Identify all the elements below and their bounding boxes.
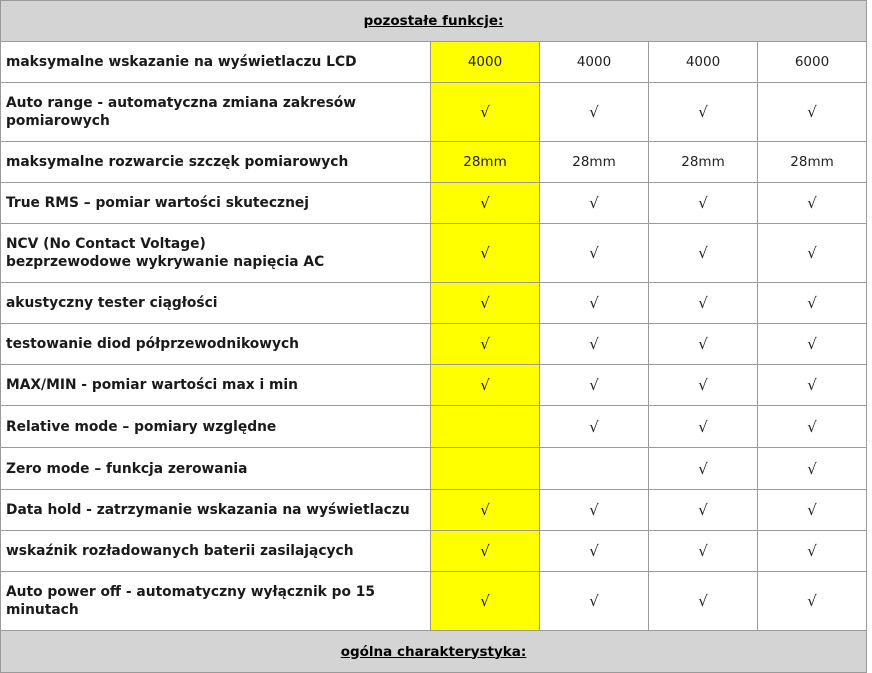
check-cell: √	[758, 531, 867, 572]
check-cell: √	[758, 490, 867, 531]
check-cell: √	[649, 531, 758, 572]
check-cell: √	[540, 531, 649, 572]
check-cell-highlighted: √	[431, 183, 540, 224]
check-cell: √	[649, 224, 758, 283]
row-label: testowanie diod półprzewodnikowych	[1, 324, 431, 365]
footer-header: ogólna charakterystyka:	[1, 631, 867, 673]
check-cell: √	[540, 224, 649, 283]
value-cell: 4000	[649, 42, 758, 83]
value-cell: 28mm	[540, 142, 649, 183]
table-row	[1, 572, 867, 631]
check-cell: √	[540, 572, 649, 631]
row-label-line: NCV (No Contact Voltage)	[6, 236, 206, 252]
check-cell: √	[758, 283, 867, 324]
check-cell	[540, 448, 649, 490]
check-cell: √	[758, 224, 867, 283]
row-label-line: bezprzewodowe wykrywanie napięcia AC	[6, 254, 325, 270]
check-cell: √	[649, 365, 758, 406]
table-row	[1, 83, 867, 142]
check-cell: √	[649, 183, 758, 224]
table-row	[1, 448, 867, 490]
table-row	[1, 490, 867, 531]
row-label: wskaźnik rozładowanych baterii zasilających	[1, 531, 431, 572]
check-cell: √	[649, 83, 758, 142]
check-cell: √	[540, 324, 649, 365]
check-cell-highlighted: √	[431, 490, 540, 531]
row-label: Zero mode – funkcja zerowania	[1, 448, 431, 490]
table-row	[1, 42, 867, 83]
check-cell: √	[758, 448, 867, 490]
check-cell: √	[758, 83, 867, 142]
check-cell: √	[540, 490, 649, 531]
row-label: Auto range - automatyczna zmiana zakresów pomiarowych	[1, 83, 431, 142]
value-cell: 6000	[758, 42, 867, 83]
value-cell: 4000	[540, 42, 649, 83]
row-label: True RMS – pomiar wartości skutecznej	[1, 183, 431, 224]
check-cell-highlighted: √	[431, 283, 540, 324]
table-row	[1, 324, 867, 365]
check-cell: √	[540, 83, 649, 142]
row-label: maksymalne wskazanie na wyświetlaczu LCD	[1, 42, 431, 83]
check-cell: √	[758, 324, 867, 365]
check-cell-highlighted	[431, 448, 540, 490]
check-cell: √	[649, 283, 758, 324]
check-cell: √	[649, 406, 758, 448]
table-row	[1, 183, 867, 224]
section-header: pozostałe funkcje:	[1, 1, 867, 42]
check-cell: √	[758, 365, 867, 406]
row-label: MAX/MIN - pomiar wartości max i min	[1, 365, 431, 406]
table-row	[1, 142, 867, 183]
check-cell: √	[540, 365, 649, 406]
check-cell-highlighted: √	[431, 572, 540, 631]
check-cell: √	[540, 406, 649, 448]
check-cell: √	[649, 448, 758, 490]
check-cell: √	[540, 183, 649, 224]
check-cell-highlighted: √	[431, 365, 540, 406]
value-cell-highlighted: 28mm	[431, 142, 540, 183]
value-cell: 28mm	[649, 142, 758, 183]
check-cell: √	[758, 183, 867, 224]
row-label	[1, 224, 431, 283]
check-cell: √	[758, 406, 867, 448]
check-cell: √	[649, 572, 758, 631]
check-cell-highlighted: √	[431, 224, 540, 283]
check-cell: √	[758, 572, 867, 631]
section-header-row	[1, 1, 867, 42]
table-row	[1, 283, 867, 324]
row-label: Relative mode – pomiary względne	[1, 406, 431, 448]
check-cell-highlighted: √	[431, 531, 540, 572]
row-label: akustyczny tester ciągłości	[1, 283, 431, 324]
row-label: Auto power off - automatyczny wyłącznik po 15 minutach	[1, 572, 431, 631]
table-row	[1, 531, 867, 572]
table-row	[1, 406, 867, 448]
check-cell-highlighted: √	[431, 83, 540, 142]
table-row	[1, 224, 867, 283]
row-label: maksymalne rozwarcie szczęk pomiarowych	[1, 142, 431, 183]
footer-header-row	[1, 631, 867, 673]
value-cell-highlighted: 4000	[431, 42, 540, 83]
table-row	[1, 365, 867, 406]
check-cell-highlighted: √	[431, 324, 540, 365]
check-cell: √	[649, 490, 758, 531]
check-cell-highlighted	[431, 406, 540, 448]
check-cell: √	[540, 283, 649, 324]
row-label: Data hold - zatrzymanie wskazania na wyświetlaczu	[1, 490, 431, 531]
check-cell: √	[649, 324, 758, 365]
value-cell: 28mm	[758, 142, 867, 183]
